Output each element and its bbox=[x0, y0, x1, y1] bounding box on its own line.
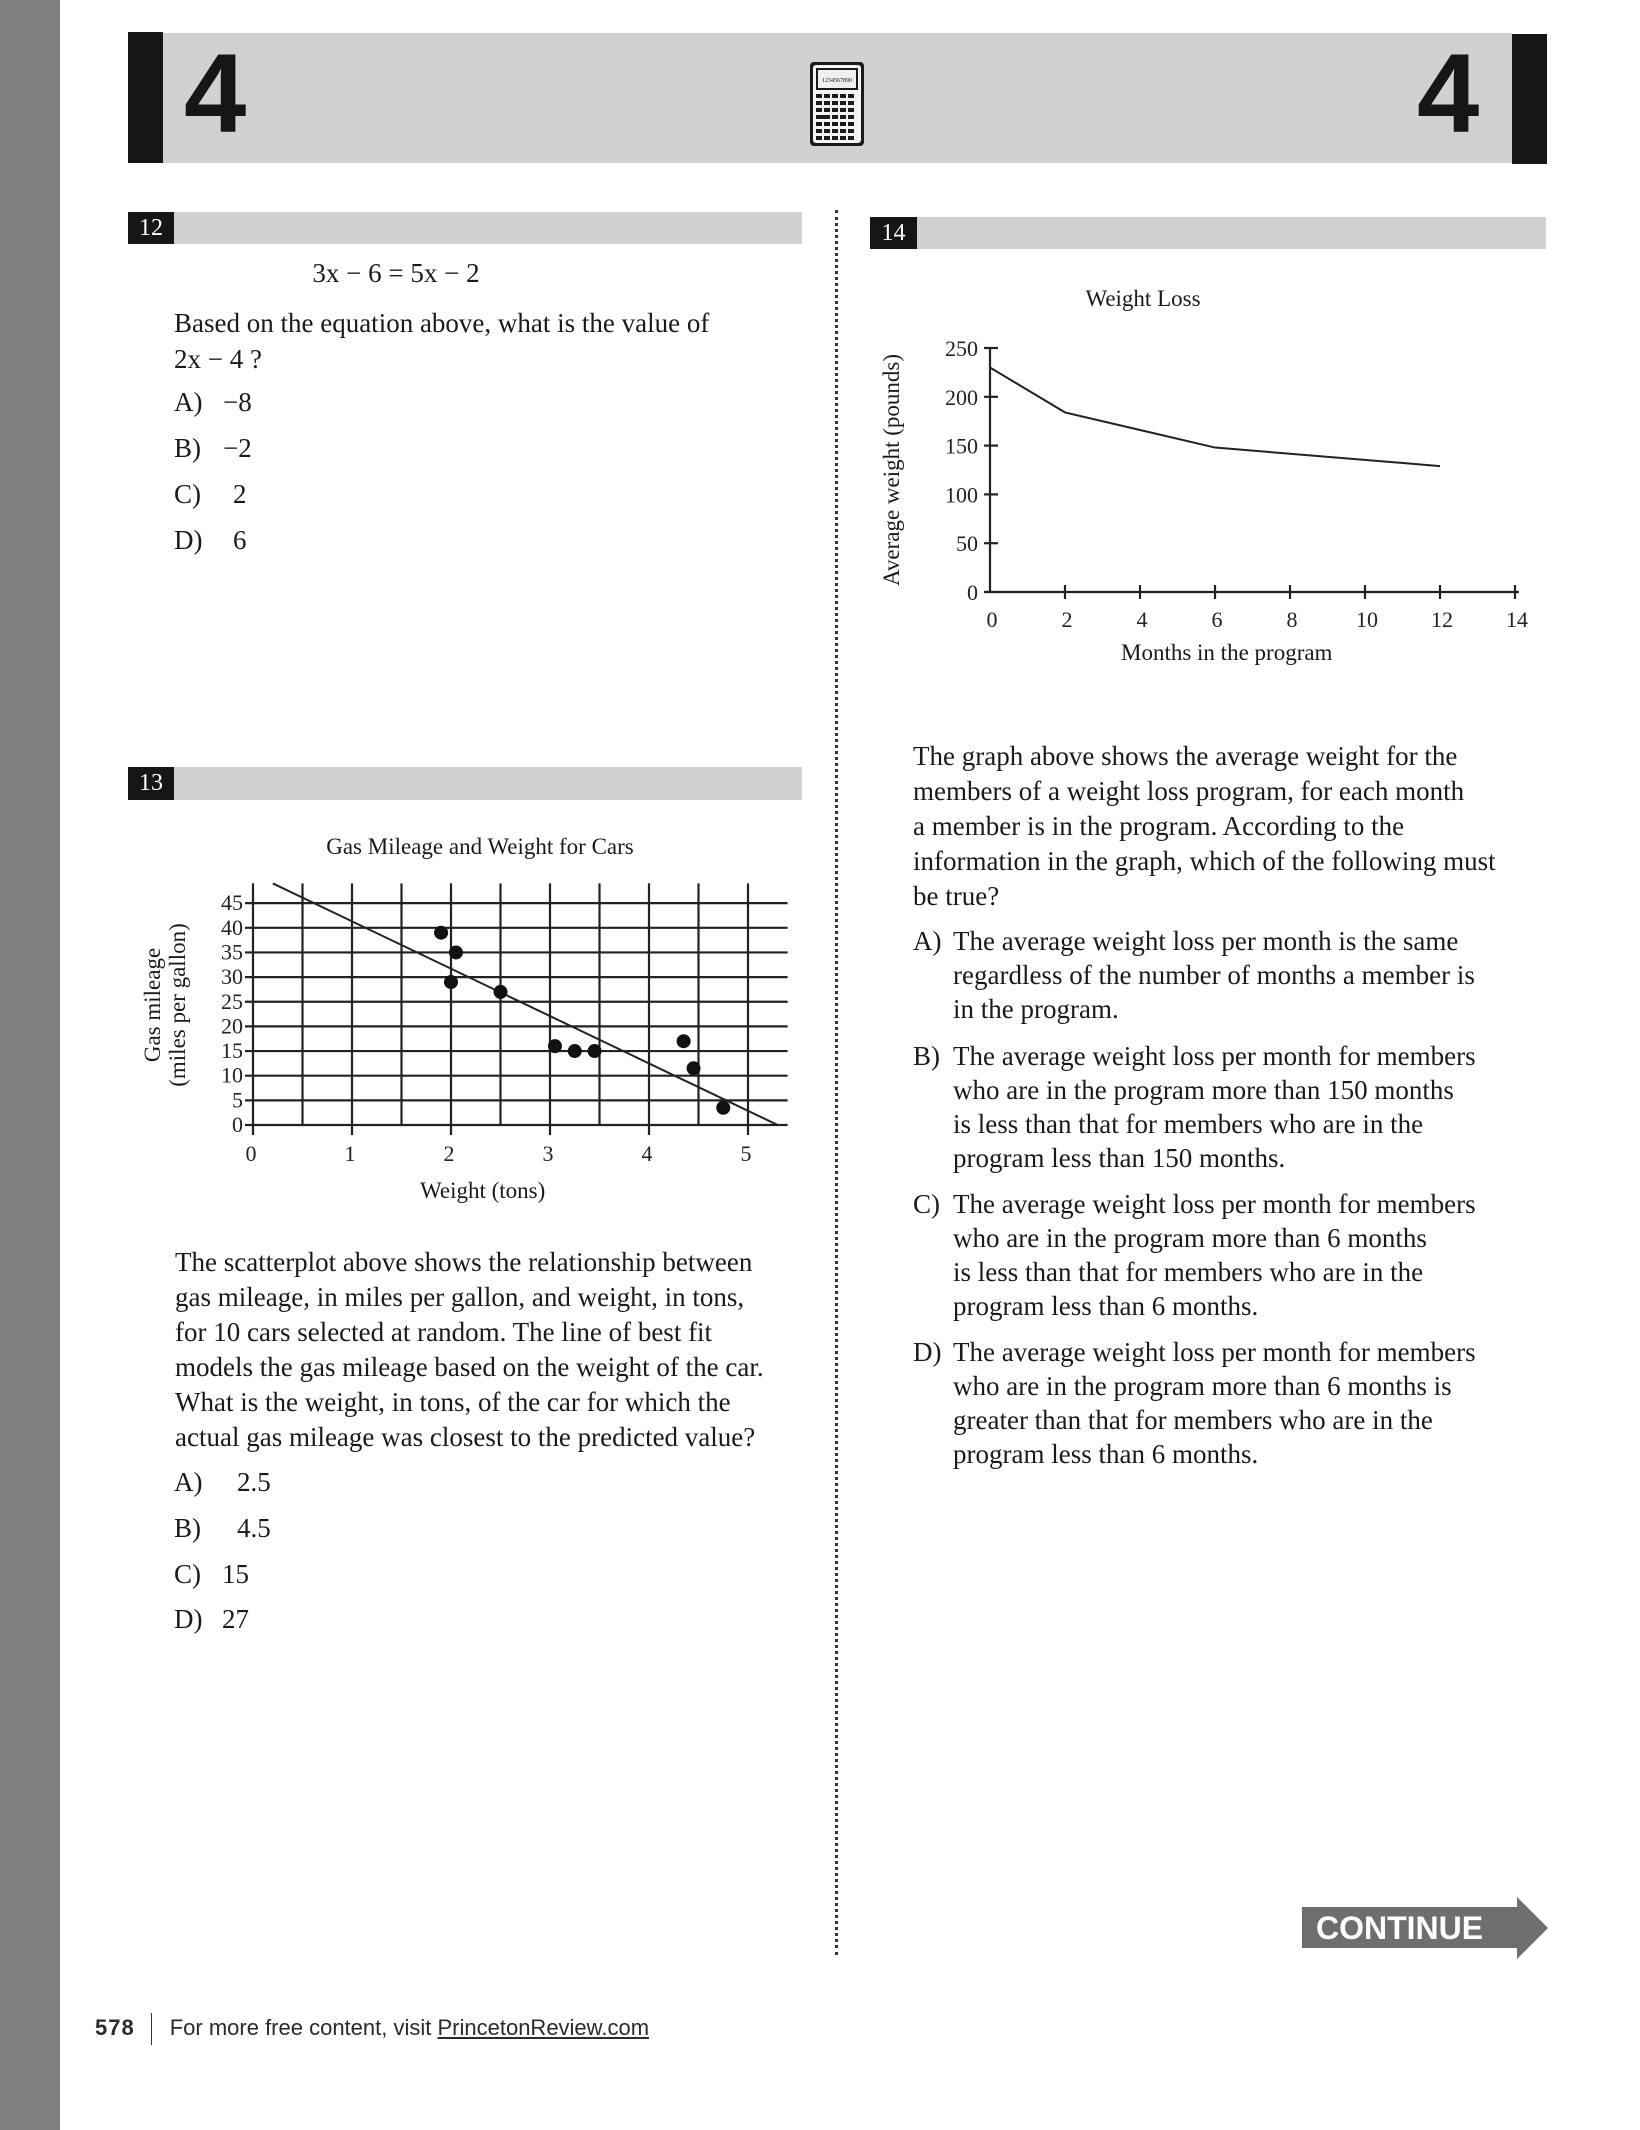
svg-text:35: 35 bbox=[221, 939, 243, 965]
prompt-line: for 10 cars selected at random. The line of best fit bbox=[175, 1317, 713, 1347]
option-letter: C) bbox=[174, 479, 201, 509]
prompt-line: members of a weight loss program, for each month bbox=[913, 776, 1465, 806]
svg-text:250: 250 bbox=[945, 336, 978, 361]
svg-text:150: 150 bbox=[945, 433, 978, 459]
answer-option[interactable] bbox=[913, 924, 1475, 1024]
prompt-line: gas mileage, in miles per gallon, and weight, in tons, bbox=[175, 1282, 745, 1312]
page-footer bbox=[95, 2013, 649, 2045]
scatter-y-axis-label bbox=[130, 880, 200, 1130]
option-text: 15 bbox=[222, 1559, 249, 1589]
svg-text:1: 1 bbox=[344, 1141, 356, 1166]
answer-option[interactable] bbox=[174, 1511, 271, 1546]
footer-text: For more free content, visit bbox=[169, 2014, 438, 2040]
answer-option[interactable] bbox=[174, 1602, 249, 1637]
page-number: 578 bbox=[95, 2014, 135, 2040]
prompt-line: The graph above shows the average weight for the bbox=[913, 741, 1458, 771]
princeton-review-link[interactable]: PrincetonReview.com bbox=[437, 2014, 650, 2040]
option-text: 4.5 bbox=[237, 1513, 271, 1543]
option-letter: A) bbox=[913, 926, 942, 956]
page-edge-strip bbox=[0, 0, 60, 2130]
option-text-line: in the program. bbox=[953, 994, 1119, 1024]
option-text-line: is less than that for members who are in the bbox=[953, 1109, 1424, 1139]
continue-label: CONTINUE bbox=[1316, 1910, 1484, 1946]
option-text-line: The average weight loss per month for members bbox=[953, 1041, 1476, 1071]
answer-option[interactable] bbox=[174, 431, 252, 466]
option-text-line: program less than 6 months. bbox=[953, 1439, 1259, 1469]
option-text-line: The average weight loss per month is the same bbox=[953, 926, 1459, 956]
svg-text:2: 2 bbox=[1061, 607, 1073, 632]
line-chart-title: Weight Loss bbox=[1085, 286, 1201, 311]
option-letter: C) bbox=[913, 1189, 940, 1219]
column-divider bbox=[835, 210, 838, 1955]
option-letter: B) bbox=[174, 433, 201, 463]
section-number-left: 4 bbox=[184, 31, 247, 156]
calculator-icon bbox=[808, 60, 868, 148]
question-12-header-bar bbox=[128, 212, 802, 244]
svg-text:0: 0 bbox=[986, 607, 998, 632]
prompt-line: actual gas mileage was closest to the predicted value? bbox=[175, 1422, 756, 1452]
option-text-line: who are in the program more than 6 months is bbox=[953, 1371, 1452, 1401]
line-chart-x-axis-label: Months in the program bbox=[1121, 640, 1333, 665]
svg-text:0: 0 bbox=[232, 1112, 243, 1137]
option-letter: D) bbox=[174, 525, 203, 555]
svg-text:45: 45 bbox=[221, 890, 243, 916]
option-text: −2 bbox=[223, 433, 252, 463]
svg-text:8: 8 bbox=[1286, 607, 1298, 632]
svg-text:40: 40 bbox=[221, 914, 243, 940]
line-chart-y-axis-label: Average weight (pounds) bbox=[879, 353, 904, 587]
option-text-line: regardless of the number of months a member is bbox=[953, 960, 1475, 990]
prompt-line: models the gas mileage based on the weight of the car. bbox=[175, 1352, 764, 1382]
answer-option[interactable] bbox=[174, 523, 247, 558]
option-letter: D) bbox=[913, 1337, 942, 1367]
question-12-prompt-line2: 2x − 4 ? bbox=[174, 344, 262, 374]
option-letter: A) bbox=[174, 387, 203, 417]
svg-text:5: 5 bbox=[740, 1141, 752, 1166]
answer-option[interactable] bbox=[174, 385, 252, 420]
svg-text:6: 6 bbox=[1211, 607, 1223, 632]
svg-text:14: 14 bbox=[1506, 607, 1528, 632]
footer-separator bbox=[151, 2013, 152, 2045]
question-12-number: 12 bbox=[128, 212, 174, 244]
prompt-line: a member is in the program. According to the bbox=[913, 811, 1405, 841]
prompt-line: The scatterplot above shows the relationship between bbox=[175, 1247, 753, 1277]
scatter-plot bbox=[200, 870, 820, 1170]
svg-text:4: 4 bbox=[1136, 607, 1148, 632]
option-letter: B) bbox=[174, 1513, 201, 1543]
svg-text:1234567890: 1234567890 bbox=[822, 78, 852, 84]
scatter-chart-title: Gas Mileage and Weight for Cars bbox=[326, 834, 634, 859]
answer-option[interactable] bbox=[174, 1557, 249, 1592]
option-text: 27 bbox=[222, 1604, 249, 1634]
continue-button[interactable] bbox=[1302, 1897, 1548, 1959]
answer-option[interactable] bbox=[174, 1465, 271, 1500]
option-text-line: program less than 6 months. bbox=[953, 1291, 1259, 1321]
svg-text:30: 30 bbox=[221, 964, 243, 990]
svg-text:100: 100 bbox=[945, 482, 978, 508]
prompt-line: be true? bbox=[913, 881, 1000, 911]
scatter-x-axis-label: Weight (tons) bbox=[420, 1178, 546, 1203]
scatter-y-axis-label-line1: Gas mileage bbox=[140, 947, 165, 1063]
option-letter: A) bbox=[174, 1467, 203, 1497]
section-header-left-bar bbox=[128, 32, 163, 163]
option-letter: B) bbox=[913, 1041, 940, 1071]
svg-text:25: 25 bbox=[221, 988, 243, 1014]
option-text-line: The average weight loss per month for members bbox=[953, 1189, 1476, 1219]
line-chart bbox=[910, 330, 1528, 640]
answer-option[interactable] bbox=[913, 1039, 1476, 1173]
svg-text:0: 0 bbox=[967, 580, 978, 605]
svg-text:0: 0 bbox=[245, 1141, 257, 1166]
svg-text:15: 15 bbox=[221, 1038, 243, 1064]
svg-text:20: 20 bbox=[221, 1013, 243, 1039]
question-13-number: 13 bbox=[128, 767, 174, 800]
option-letter: D) bbox=[174, 1604, 203, 1634]
svg-text:10: 10 bbox=[221, 1062, 243, 1088]
question-12-equation: 3x − 6 = 5x − 2 bbox=[312, 258, 480, 288]
section-header-right-bar bbox=[1512, 34, 1547, 164]
answer-option[interactable] bbox=[174, 477, 247, 512]
option-text-line: program less than 150 months. bbox=[953, 1143, 1286, 1173]
option-text: −8 bbox=[223, 387, 252, 417]
question-13-header-bar bbox=[128, 767, 802, 800]
option-text-line: greater than that for members who are in the bbox=[953, 1405, 1433, 1435]
svg-text:5: 5 bbox=[232, 1087, 243, 1113]
svg-text:50: 50 bbox=[956, 531, 978, 557]
prompt-line: information in the graph, which of the following must bbox=[913, 846, 1496, 876]
svg-text:12: 12 bbox=[1431, 607, 1453, 632]
question-14-header-bar bbox=[870, 217, 1546, 249]
answer-option[interactable] bbox=[913, 1187, 1476, 1321]
option-text-line: who are in the program more than 6 months bbox=[953, 1223, 1427, 1253]
option-text-line: who are in the program more than 150 months bbox=[953, 1075, 1454, 1105]
scatter-y-axis-label-line2: (miles per gallon) bbox=[165, 923, 190, 1087]
option-text-line: The average weight loss per month for members bbox=[953, 1337, 1476, 1367]
option-text-line: is less than that for members who are in the bbox=[953, 1257, 1424, 1287]
question-14-number: 14 bbox=[870, 217, 917, 249]
svg-text:2: 2 bbox=[443, 1141, 455, 1166]
svg-text:10: 10 bbox=[1356, 607, 1378, 632]
option-text: 6 bbox=[233, 525, 247, 555]
option-text: 2 bbox=[233, 479, 247, 509]
question-12-prompt-line1: Based on the equation above, what is the value of bbox=[174, 308, 710, 338]
option-text: 2.5 bbox=[237, 1467, 271, 1497]
svg-text:4: 4 bbox=[641, 1141, 653, 1166]
option-letter: C) bbox=[174, 1559, 201, 1589]
svg-text:3: 3 bbox=[542, 1141, 554, 1166]
prompt-line: What is the weight, in tons, of the car for which the bbox=[175, 1387, 731, 1417]
svg-text:200: 200 bbox=[945, 384, 978, 410]
answer-option[interactable] bbox=[913, 1335, 1476, 1469]
section-number-right: 4 bbox=[1417, 31, 1480, 156]
